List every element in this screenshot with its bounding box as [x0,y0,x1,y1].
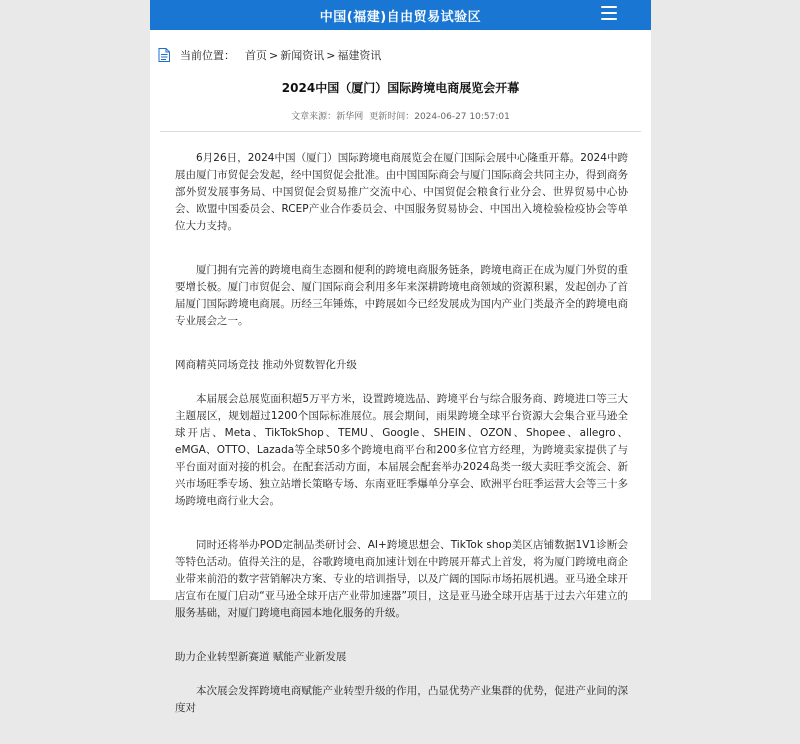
article-body [175,150,628,744]
article-paragraph: 6月26日，2024中国（厦门）国际跨境电商展览会在厦门国际会展中心隆重开幕。2024中跨展由厦门市贸促会发起，经中国贸促会批准。由中国国际商会与厦门国际商会共同主办，得到商务部外贸发展事务局、中国贸促会贸易推广交流中心、中国贸促会粮食行业分会、世界贸易中心协会、欧盟中国委员会、RCEP产业合作委员会、中国服务贸易协会、中国出入境检验检疫协会等单位大力支持。 [175,152,628,232]
breadcrumb-separator: > [326,48,336,62]
source-value: 新华网 [336,112,364,122]
breadcrumb-home[interactable]: 首页 [245,49,267,62]
document-icon [158,48,170,62]
article-paragraph: 本次展会发挥跨境电商赋能产业转型升级的作用，凸显优势产业集群的优势，促进产业间的深度对 [175,685,628,714]
article-paragraph: 同时还将举办POD定制品类研讨会、AI+跨境思想会、TikTok shop美区店铺数据1V1诊断会等特色活动。值得关注的是，谷歌跨境电商加速计划在中跨展开幕式上首发，将为厦门跨境电商企业带来前沿的数字营销解决方案、专业的培训指导，以及广阔的国际市场拓展机遇。亚马逊全球开店宣布在厦门启动“亚马逊全球开店产业带加速器”项目，这是亚马逊全球开店基于过去六年建立的服务基础，对厦门跨境电商园本地化服务的升级。 [175,539,628,619]
breadcrumb-label: 当前位置： [180,49,235,62]
source-label: 文章来源： [291,112,337,122]
hamburger-menu-icon[interactable] [601,6,617,20]
article-meta [150,109,651,122]
site-title[interactable]: 中国(福建)自由贸易试验区 [319,10,482,25]
breadcrumb-separator: > [269,48,279,62]
divider [160,131,641,132]
top-header-bar [150,0,651,30]
breadcrumb [158,45,381,65]
updated-label: 更新时间： [369,112,415,122]
article-paragraph: 厦门拥有完善的跨境电商生态圈和便利的跨境电商服务链条，跨境电商正在成为厦门外贸的重要增长极。厦门市贸促会、厦门国际商会利用多年来深耕跨境电商领域的资源积累，发起创办了首届厦门国际跨境电商展。历经三年锤炼，中跨展如今已经发展成为国内产业门类最齐全的跨境电商专业展会之一。 [175,264,628,327]
section-heading: 网商精英同场竞技 推动外贸数智化升级 [175,359,357,371]
breadcrumb-fujian-news[interactable]: 福建资讯 [337,49,382,62]
section-heading: 助力企业转型新赛道 赋能产业新发展 [175,651,347,663]
updated-value: 2024-06-27 10:57:01 [414,112,510,122]
article-title: 2024中国（厦门）国际跨境电商展览会开幕 [281,81,520,95]
article-paragraph: 本届展会总展览面积超5万平方米，设置跨境选品、跨境平台与综合服务商、跨境进口等三大主题展区，规划超过1200个国际标准展位。展会期间，雨果跨境全球平台资源大会集合亚马逊全球开店、Meta、TikTokShop、TEMU、Google、SHEIN、OZON、Shopee、allegro、eMGA、OTTO、Lazada等全球50多个跨境电商平台和200多位官方经理，为跨境卖家提供了与平台面对面对接的机会。在配套活动方面，本届展会配套举办2024岛类一级大卖旺季交流会、新兴市场旺季专场、独立站增长策略专场、东南亚旺季爆单分享会、欧洲平台旺季运营大会等三十多场跨境电商行业大会。 [175,393,628,507]
breadcrumb-news[interactable]: 新闻资讯 [280,49,325,62]
page-container [150,0,651,714]
